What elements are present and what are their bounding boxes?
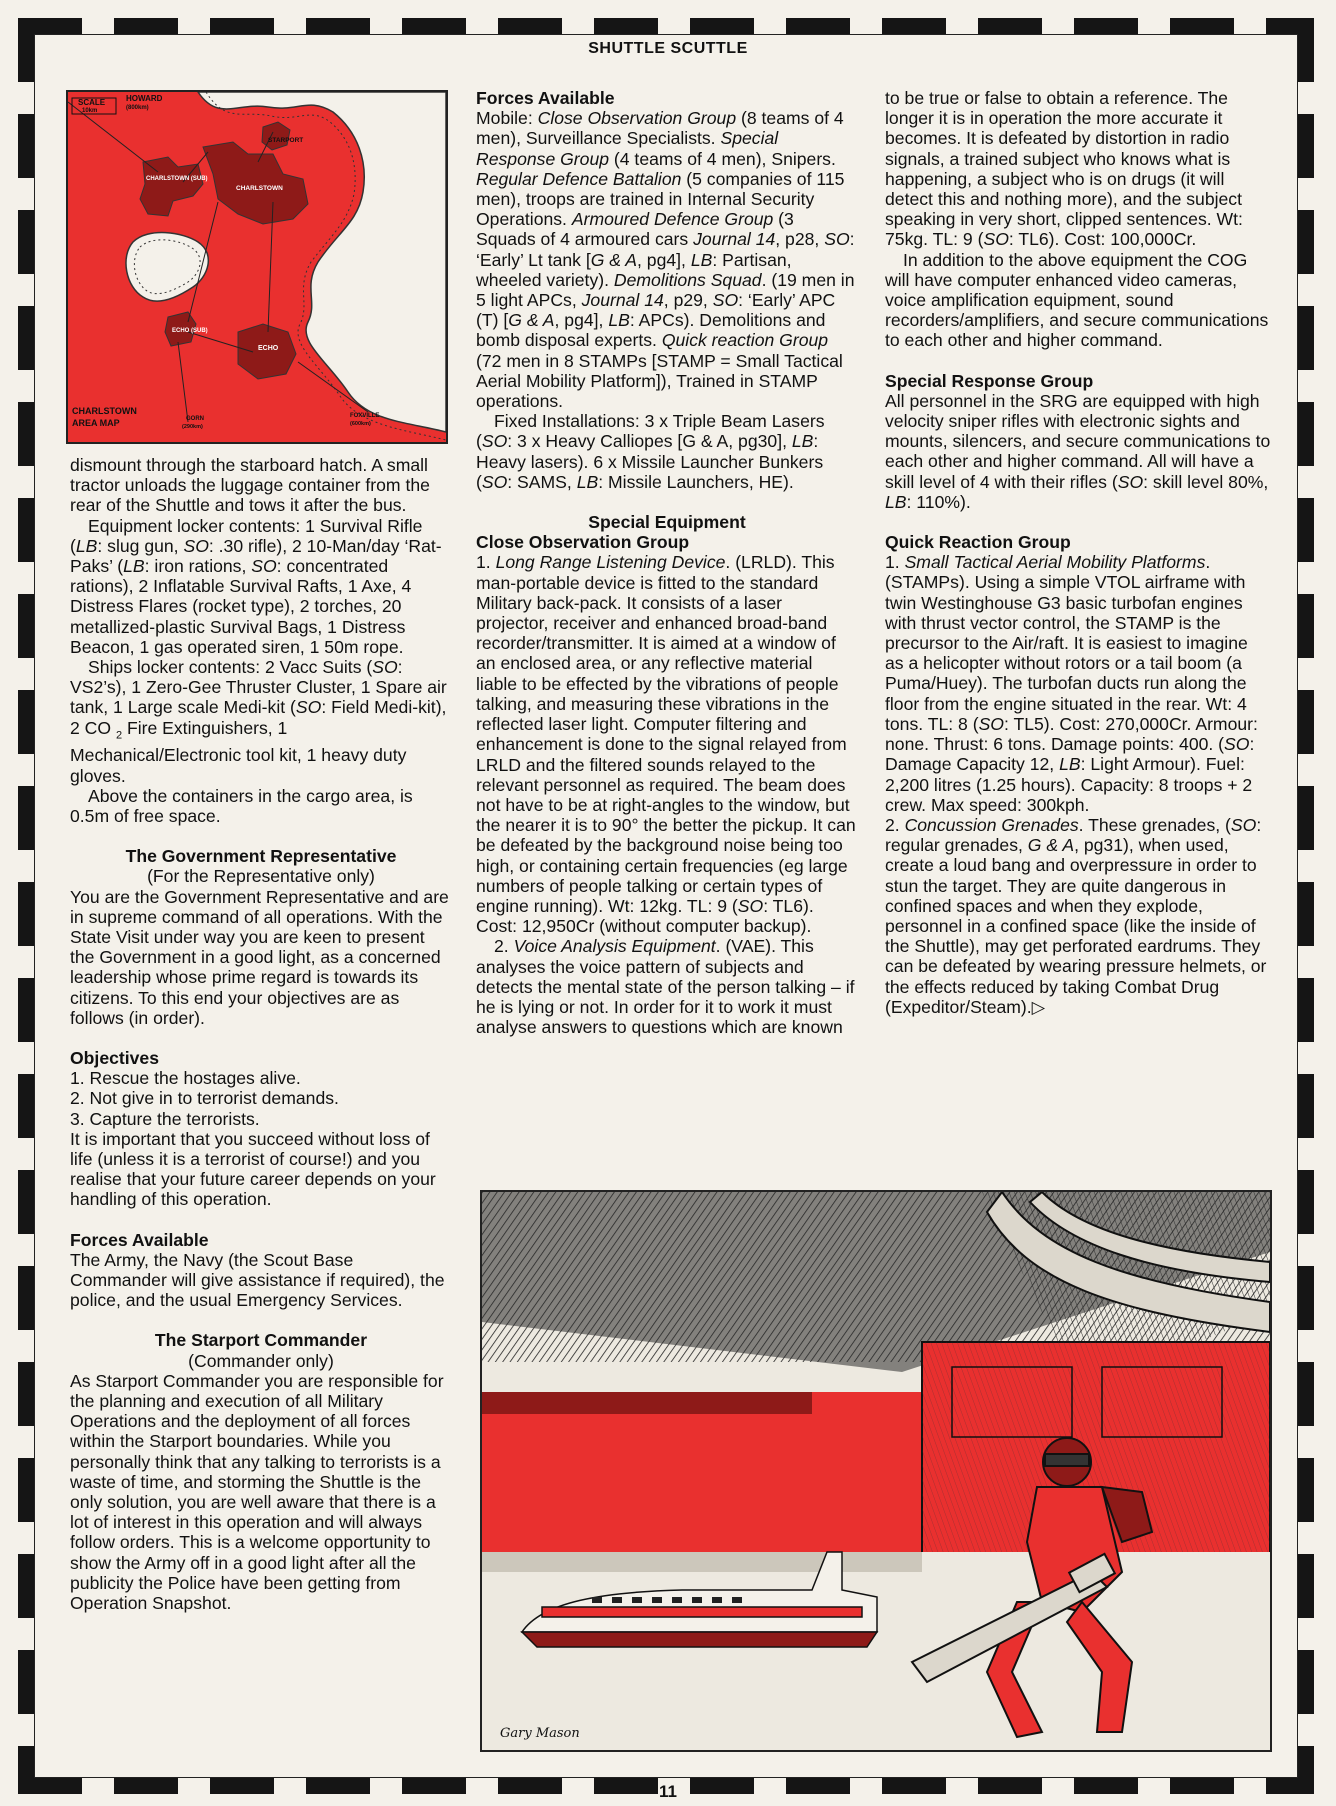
column-1	[70, 455, 452, 1613]
col2-forces-heading: Forces Available	[476, 88, 615, 108]
starport-commander-heading: The Starport Commander	[154, 1330, 368, 1351]
cog-additional-equipment: In addition to the above equipment the COG will have computer enhanced video cameras, voice amplification equipment, sound recorders/amplifiers, and secure communications to each other and higher command.	[885, 249, 1269, 351]
srg-heading: Special Response Group	[885, 370, 1094, 391]
special-equipment-heading: Special Equipment	[588, 512, 746, 533]
artist-signature: Gary Mason	[500, 1726, 580, 1741]
map-label-starport: STARPORT	[268, 137, 304, 144]
lrld-text: 1. Long Range Listening Device. (LRLD). This man-portable device is fitted to the standard Military back-pack. It consists of a laser projector, receiver and enhanced broad-band recorder/transmitter. It is aimed at a window of an enclosed area, or any reflective material liable to be effected by the vibrations of people talking, and measuring these vibrations in the reflected laser light. Computer filtering and enhancement is done to the signal relayed from LRLD and the filtered sounds relayed to the relevant personnel as required. The beam does not have to be at right-angles to the window, but the nearer it is to 90° the better the pickup. It can be defeated by the background noise being too high, or containing certain frequencies (eg large numbers of people talking or certain types of engine running). Wt: 12kg. TL: 9 (SO: TL6). Cost: 12,950Cr (without computer backup).	[476, 552, 856, 937]
map-label-foxville-dist: (600km)	[350, 421, 371, 427]
col1-equipment-locker: Equipment locker contents: 1 Survival Rifle (LB: slug gun, SO: .30 rifle), 2 10-Man/day ‘Rat-Paks’ (LB: iron rations, SO: concentrated rations), 2 Inflatable Survival Rafts, 1 Axe, 4 Distress Flares (rocket type), 2 torches, 20 metallized-plastic Survival Bags, 1 Distress Beacon, 1 gas operated siren, 1 50m rope.	[70, 515, 442, 657]
col1-cargo-space: Above the containers in the cargo area, is 0.5m of free space.	[70, 785, 413, 826]
gov-rep-subheading: (For the Representative only)	[147, 866, 375, 887]
map-label-foxville: FOXVILLE	[350, 413, 380, 419]
checkered-border-top	[18, 18, 1314, 34]
map-label-gorn: GORN	[186, 416, 204, 422]
vae-continued: to be true or false to obtain a reference. The longer it is in operation the more accurate it becomes. It is defeated by distortion in radio signals, a trained subject who knows what is happening, a subject who is on drugs (it will detect this and nothing more), and the subject speaking in very short, clipped sentences. Wt: 75kg. TL: 9 (SO: TL6). Cost: 100,000Cr.	[885, 88, 1243, 250]
objectives-heading: Objectives	[70, 1048, 159, 1068]
continue-arrow-icon: ▷	[1031, 996, 1046, 1017]
checkered-border-left	[18, 18, 34, 1794]
map-label-charlstown-sub: CHARLSTOWN (SUB)	[146, 176, 208, 182]
col1-forces-heading: Forces Available	[70, 1229, 209, 1250]
col2-mobile-forces: Mobile: Close Observation Group (8 teams of 4 men), Surveillance Specialists. Special Response Group (4 teams of 4 men), Snipers. Regular Defence Battalion (5 companies of 115 men), troops are trained in Internal Security Operations. Armoured Defence Group (3 Squads of 4 armoured cars Journal 14, p28, SO: ‘Early’ Lt tank [G & A, pg4], LB: Partisan, wheeled variety). Demolitions Squad. (19 men in 5 light APCs, Journal 14, p29, SO: ‘Early’ APC (T) [G & A, pg4], LB: APCs). Demolitions and bomb disposal experts. Quick reaction Group (72 men in 8 STAMPs [STAMP = Small Tactical Aerial Mobility Platform]), Trained in STAMP operations.	[476, 108, 855, 412]
hangar-illustration	[480, 1190, 1272, 1752]
column-3	[885, 88, 1271, 1017]
map-label-howard-dist: (800km)	[126, 105, 149, 111]
objective-item: 1. Rescue the hostages alive.	[70, 1068, 301, 1089]
col2-fixed-installations: Fixed Installations: 3 x Triple Beam Lasers (SO: 3 x Heavy Calliopes [G & A, pg30], LB: Heavy lasers). 6 x Missile Launcher Bunkers (SO: SAMS, LB: Missile Launchers, HE).	[476, 411, 825, 492]
col1-ships-locker: Ships locker contents: 2 Vacc Suits (SO: VS2’s), 1 Zero-Gee Thruster Cluster, 1 Spare air tank, 1 Large scale Medi-kit (SO: Field Medi-kit), 2 CO $_2$ Fire Extinguishers, 1 Mechanical/Electronic tool kit, 1 heavy duty gloves.	[70, 657, 447, 786]
stamp-text: 1. Small Tactical Aerial Mobility Platforms. (STAMPs). Using a simple VTOL airframe with twin Westinghouse G3 basic turbofan engines with thrust vector control, the STAMP is the precursor to the Air/raft. It is easiest to imagine as a helicopter without rotors or a tail boom (a Puma/Huey). The turbofan ducts run along the floor from the engine situated in the rear. Wt: 4 tons. TL: 8 (SO: TL5). Cost: 270,000Cr. Armour: none. Thrust: 6 tons. Damage points: 400. (SO: Damage Capacity 12, LB: Light Armour). Fuel: 2,200 litres (1.25 hours). Capacity: 8 troops + 2 crew. Max speed: 300kph.	[885, 552, 1258, 815]
map-label-charlstown: CHARLSTOWN	[236, 185, 283, 192]
map-label-howard: HOWARD	[126, 94, 163, 103]
checkered-border-right	[1298, 18, 1314, 1794]
map-caption-line1: CHARLSTOWN	[72, 406, 137, 416]
map-scale-unit: 10km	[82, 108, 98, 114]
starport-commander-text: As Starport Commander you are responsible for the planning and execution of all Military Operations and the deployment of all forces within the Starport boundaries. While you personally think that any talking to terrorists is a waste of time, and storming the Shuttle is the only solution, you are well aware that there is a lot of interest in this operation and will always follow orders. This is a welcome opportunity to show the Army off in a good light after all the publicity the Police have been getting from Operation Snapshot.	[70, 1370, 444, 1614]
vae-text: 2. Voice Analysis Equipment. (VAE). This analyses the voice pattern of subjects and detects the mental state of the person talking – if he is lying or not. In order for it to work it must analyse answers to questions which are known	[476, 936, 855, 1038]
page-header: SHUTTLE SCUTTLE	[588, 40, 748, 57]
objectives-text: It is important that you succeed without loss of life (unless it is a terrorist of course!) and you realise that your future career depends on your handling of this operation.	[70, 1128, 436, 1210]
gov-rep-heading: The Government Representative	[125, 846, 397, 867]
map-label-echo-sub: ECHO (SUB)	[172, 328, 208, 334]
col1-intro: dismount through the starboard hatch. A small tractor unloads the luggage container from the rear of the Shuttle and tows it after the bus.	[70, 455, 430, 516]
starport-commander-subheading: (Commander only)	[188, 1350, 334, 1371]
objective-item: 2. Not give in to terrorist demands.	[70, 1088, 339, 1109]
objective-item: 3. Capture the terrorists.	[70, 1108, 260, 1129]
map-label-echo: ECHO	[258, 345, 279, 352]
column-2	[476, 88, 858, 1037]
map-label-gorn-dist: (290km)	[182, 424, 203, 430]
srg-text: All personnel in the SRG are equipped with high velocity sniper rifles with electronic sights and mounts, silencers, and secure communications to each other and higher command. All will have a skill level of 4 with their rifles (SO: skill level 80%, LB: 110%).	[885, 390, 1271, 512]
charlstown-area-map	[66, 90, 448, 444]
grenades-text: 2. Concussion Grenades. These grenades, (SO: regular grenades, G & A, pg31), when used, create a loud bang and overpressure in order to stun the target. They are quite dangerous in confined spaces and when they explode, personnel in a confined space (like the inside of the Shuttle), may get perforated eardrums. They can be defeated by wearing pressure helmets, or the effects reduced by taking Combat Drug (Expeditor/Steam).▷	[885, 814, 1267, 1017]
cog-heading: Close Observation Group	[476, 532, 690, 553]
gov-rep-text: You are the Government Representative and are in supreme command of all operations. With the State Visit under way you are keen to present the Government in a good light, as a concerned leadership whose prime regard is towards its citizens. To this end your objectives are as follows (in order).	[70, 886, 449, 1028]
map-caption-line2: AREA MAP	[72, 418, 120, 428]
page-number: 11	[659, 1782, 677, 1801]
col1-forces-text: The Army, the Navy (the Scout Base Commander will give assistance if required), the police, and the usual Emergency Services.	[70, 1249, 445, 1311]
map-scale-label: SCALE	[78, 98, 106, 107]
qrg-heading: Quick Reaction Group	[885, 532, 1071, 553]
